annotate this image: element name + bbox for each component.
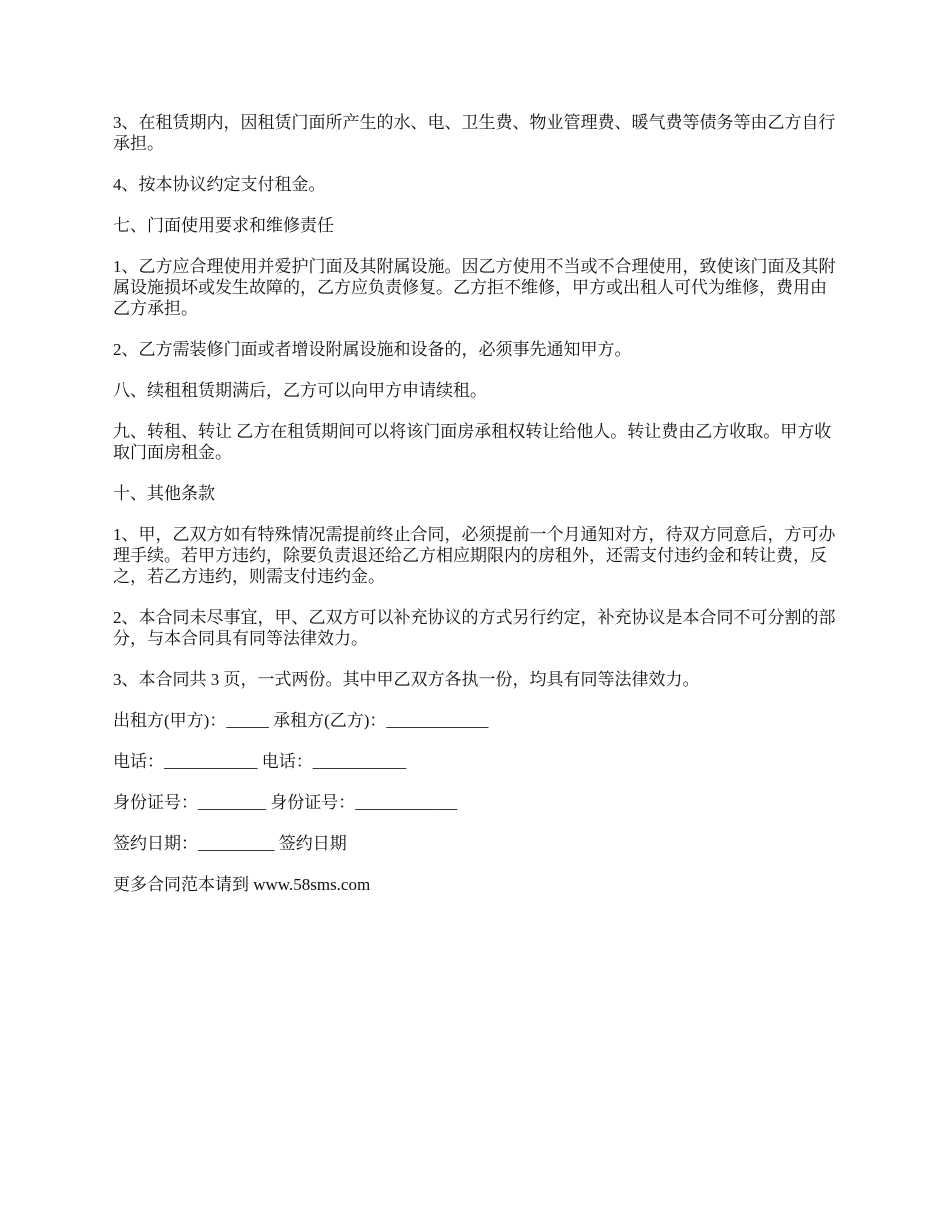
document-page [113, 112, 843, 915]
section-7-clause-2: 2、乙方需装修门面或者增设附属设施和设备的，必须事先通知甲方。 [113, 340, 632, 359]
signature-parties-line: 出租方(甲方)：_____ 承租方(乙方)：____________ [113, 711, 489, 730]
footer-website-note: 更多合同范本请到 www.58sms.com [113, 875, 371, 894]
section-10-clause-1: 1、甲，乙双方如有特殊情况需提前终止合同，必须提前一个月通知对方，待双方同意后，方可办理手续。若甲方违约，除要负责退还给乙方相应期限内的房租外，还需支付违约金和转让费，反之，若乙方违约，则需支付违约金。 [113, 525, 836, 586]
signature-phone-line: 电话：___________ 电话：___________ [113, 752, 407, 771]
signature-id-line: 身份证号：________ 身份证号：____________ [113, 793, 458, 812]
clause-3-utilities: 3、在租赁期内，因租赁门面所产生的水、电、卫生费、物业管理费、暖气费等债务等由乙方自行承担。 [113, 113, 836, 153]
section-7-clause-1: 1、乙方应合理使用并爱护门面及其附属设施。因乙方使用不当或不合理使用，致使该门面及其附属设施损坏或发生故障的，乙方应负责修复。乙方拒不维修，甲方或出租人可代为维修，费用由乙方承担。 [113, 257, 836, 318]
section-9-sublease: 九、转租、转让 乙方在租赁期间可以将该门面房承租权转让给他人。转让费由乙方收取。甲方收取门面房租金。 [113, 422, 832, 462]
section-7-heading: 七、门面使用要求和维修责任 [113, 216, 334, 235]
clause-4-rent-payment: 4、按本协议约定支付租金。 [113, 175, 326, 194]
section-10-heading: 十、其他条款 [113, 484, 215, 503]
section-10-clause-2: 2、本合同未尽事宜，甲、乙双方可以补充协议的方式另行约定，补充协议是本合同不可分割的部分，与本合同具有同等法律效力。 [113, 608, 836, 648]
signature-date-line: 签约日期：_________ 签约日期 [113, 834, 347, 853]
section-8-renewal: 八、续租租赁期满后，乙方可以向甲方申请续租。 [113, 381, 487, 400]
section-10-clause-3: 3、本合同共 3 页，一式两份。其中甲乙双方各执一份，均具有同等法律效力。 [113, 670, 700, 689]
